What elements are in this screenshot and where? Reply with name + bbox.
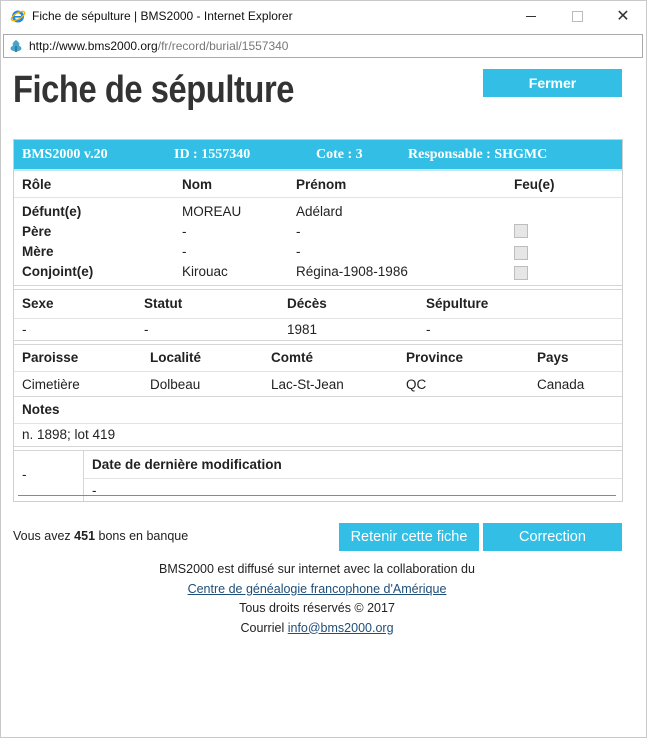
title-bar (1, 1, 646, 31)
url-path: /fr/record/burial/1557340 (157, 39, 289, 53)
page-title: Fiche de sépulture (13, 69, 295, 111)
place-comte: Lac-St-Jean (271, 377, 344, 392)
record-responsable: Responsable : SHGMC (408, 146, 548, 162)
table-row (14, 222, 622, 242)
deceased-checkbox[interactable] (514, 224, 528, 238)
table-row (14, 242, 622, 262)
col-prenom: Prénom (296, 177, 347, 192)
col-sexe: Sexe (22, 296, 54, 311)
footer-contact (13, 619, 621, 639)
address-bar[interactable] (3, 34, 643, 58)
event-statut: - (144, 322, 149, 337)
notes-value: n. 1898; lot 419 (22, 427, 116, 442)
last-mod-label: Date de dernière modification (92, 457, 282, 472)
col-nom: Nom (182, 177, 212, 192)
window-close-button[interactable] (600, 1, 646, 31)
url-domain: http://www.bms2000.org (29, 39, 158, 53)
person-role: Défunt(e) (22, 204, 82, 219)
event-section (14, 289, 622, 340)
footer (13, 560, 621, 638)
notes-section (14, 396, 622, 446)
close-button[interactable]: Fermer (483, 69, 622, 97)
minimize-icon (526, 16, 536, 17)
person-prenom: - (296, 244, 301, 259)
col-paroisse: Paroisse (22, 350, 79, 365)
footer-copyright: Tous droits réservés © 2017 (239, 601, 395, 615)
place-province: QC (406, 377, 427, 392)
window-title: Fiche de sépulture | BMS2000 - Internet Explorer (32, 9, 293, 23)
cgfa-link[interactable]: Centre de généalogie francophone d'Amérique (187, 581, 447, 596)
notes-row (14, 424, 622, 446)
place-localite: Dolbeau (150, 377, 201, 392)
maximize-icon (572, 11, 583, 22)
bank-suffix: bons en banque (98, 529, 189, 543)
record-cote: Cote : 3 (316, 146, 363, 162)
place-section (14, 344, 622, 396)
col-deces: Décès (287, 296, 327, 311)
place-paroisse: Cimetière (22, 377, 80, 392)
event-sepulture: - (426, 322, 431, 337)
record-card (13, 139, 623, 502)
col-pays: Pays (537, 350, 569, 365)
person-role: Père (22, 224, 52, 239)
person-nom: Kirouac (182, 264, 228, 279)
divider (18, 495, 616, 496)
deceased-checkbox[interactable] (514, 246, 528, 260)
person-prenom: Adélard (296, 204, 343, 219)
record-id: ID : 1557340 (174, 146, 251, 162)
deceased-checkbox[interactable] (514, 266, 528, 280)
event-header-row (14, 290, 622, 319)
last-mod-right-cell (84, 451, 622, 501)
person-nom: - (182, 244, 187, 259)
notes-header-row (14, 397, 622, 424)
person-role: Conjoint(e) (22, 264, 94, 279)
last-modification-section (14, 450, 622, 501)
last-mod-value: - (92, 483, 97, 498)
footer-email-label: Courriel (240, 620, 285, 635)
col-feu: Feu(e) (514, 177, 555, 192)
footer-collaboration-text: BMS2000 est diffusé sur internet avec la collaboration du (159, 562, 475, 576)
people-header-row (14, 171, 622, 198)
email-link[interactable]: info@bms2000.org (287, 620, 394, 635)
bank-count: 451 (74, 529, 96, 543)
col-province: Province (406, 350, 464, 365)
col-localite: Localité (150, 350, 202, 365)
place-header-row (14, 345, 622, 372)
maximize-button[interactable] (554, 1, 600, 31)
site-favicon-icon (9, 39, 23, 53)
place-pays: Canada (537, 377, 585, 392)
table-row (14, 202, 622, 222)
event-deces: 1981 (287, 322, 318, 337)
notes-label: Notes (22, 402, 60, 417)
event-sexe: - (22, 322, 27, 337)
person-role: Mère (22, 244, 54, 259)
col-statut: Statut (144, 296, 183, 311)
table-row (14, 262, 622, 285)
bank-balance (13, 529, 188, 543)
person-nom: MOREAU (182, 204, 242, 219)
bank-prefix: Vous avez (13, 529, 71, 543)
col-comte: Comté (271, 350, 314, 365)
table-row (14, 319, 622, 340)
table-row (14, 372, 622, 396)
internet-explorer-icon (10, 8, 26, 24)
col-sepulture: Sépulture (426, 296, 489, 311)
col-role: Rôle (22, 177, 52, 192)
people-section (14, 171, 622, 285)
person-prenom: Régina-1908-1986 (296, 264, 408, 279)
person-nom: - (182, 224, 187, 239)
person-prenom: - (296, 224, 301, 239)
last-mod-left-cell (14, 451, 84, 501)
correction-button[interactable]: Correction (483, 523, 622, 551)
record-version: BMS2000 v.20 (22, 146, 108, 162)
record-header (14, 140, 622, 171)
keep-record-button[interactable]: Retenir cette fiche (339, 523, 479, 551)
last-mod-left-value: - (22, 467, 27, 482)
close-icon: ✕ (616, 8, 630, 25)
minimize-button[interactable] (508, 1, 554, 31)
